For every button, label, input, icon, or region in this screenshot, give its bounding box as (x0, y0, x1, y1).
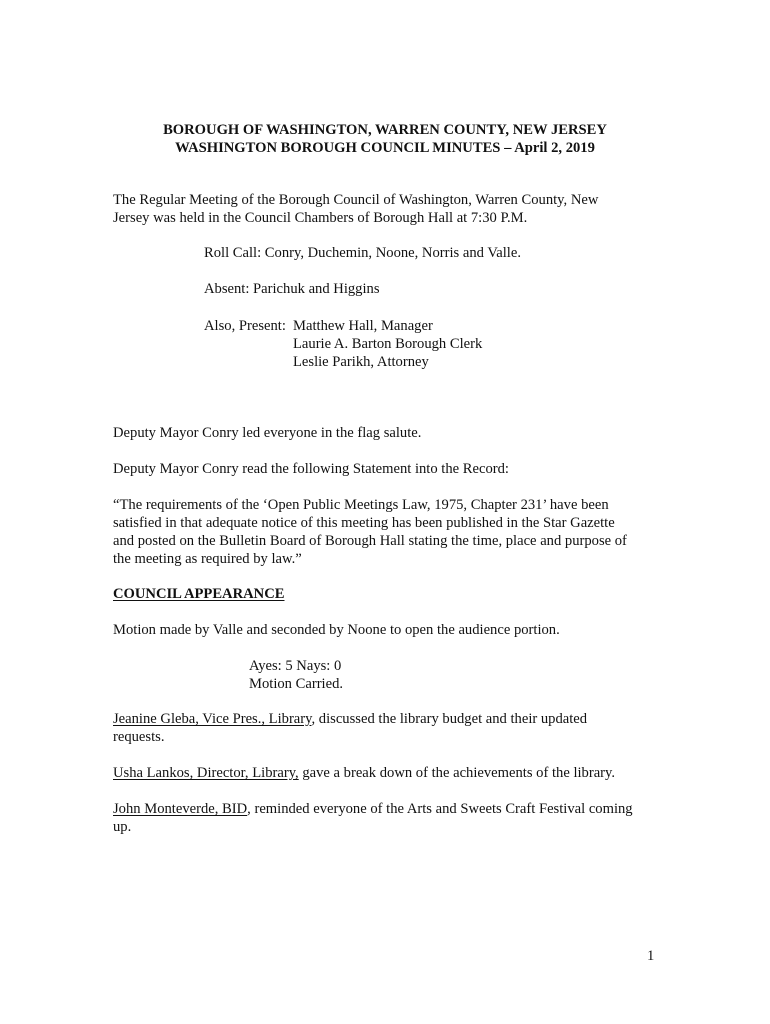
document-title-line-1: BOROUGH OF WASHINGTON, WARREN COUNTY, NEW JERSEY (163, 122, 607, 138)
section-heading-council-appearance: COUNCIL APPEARANCE (113, 586, 285, 602)
appearance-text: , discussed the library budget and their updated (311, 711, 588, 727)
appearance-text: , reminded everyone of the Arts and Sweets Craft Festival coming (247, 801, 633, 817)
intro-line: Jersey was held in the Council Chambers of Borough Hall at 7:30 P.M. (113, 210, 528, 226)
statement-line: “The requirements of the ‘Open Public Meetings Law, 1975, Chapter 231’ have been (113, 497, 609, 513)
also-present-item: Laurie A. Barton Borough Clerk (293, 336, 483, 352)
also-present-item: Matthew Hall, Manager (293, 318, 433, 334)
statement-intro: Deputy Mayor Conry read the following Statement into the Record: (113, 461, 509, 477)
appearance-text: gave a break down of the achievements of the library. (298, 765, 616, 781)
appearance-entry (113, 764, 615, 782)
appearance-text-continued: requests. (113, 729, 165, 745)
intro-line: The Regular Meeting of the Borough Council of Washington, Warren County, New (113, 192, 599, 208)
flag-salute: Deputy Mayor Conry led everyone in the flag salute. (113, 425, 422, 441)
motion-text: Motion made by Valle and seconded by Noone to open the audience portion. (113, 622, 560, 638)
statement-line: and posted on the Bulletin Board of Borough Hall stating the time, place and purpose of (113, 533, 627, 549)
roll-call: Roll Call: Conry, Duchemin, Noone, Norris and Valle. (204, 245, 521, 261)
speaker-name: Usha Lankos, Director, Library, (113, 765, 299, 781)
appearance-text-continued: up. (113, 819, 132, 835)
also-present-item: Leslie Parikh, Attorney (293, 354, 429, 370)
motion-result: Motion Carried. (249, 676, 344, 692)
speaker-name: Jeanine Gleba, Vice Pres., Library (113, 711, 312, 727)
appearance-entry (113, 800, 633, 818)
statement-line: satisfied in that adequate notice of this meeting has been published in the Star Gazette (113, 515, 615, 531)
document-title-line-2: WASHINGTON BOROUGH COUNCIL MINUTES – April 2, 2019 (175, 140, 595, 156)
page-number: 1 (647, 948, 655, 964)
appearance-entry (113, 710, 587, 728)
also-present-label: Also, Present: (204, 318, 286, 334)
speaker-name: John Monteverde, BID (113, 801, 248, 817)
absent-list: Absent: Parichuk and Higgins (204, 281, 380, 297)
vote-tally: Ayes: 5 Nays: 0 (249, 658, 342, 674)
statement-line: the meeting as required by law.” (113, 551, 302, 567)
